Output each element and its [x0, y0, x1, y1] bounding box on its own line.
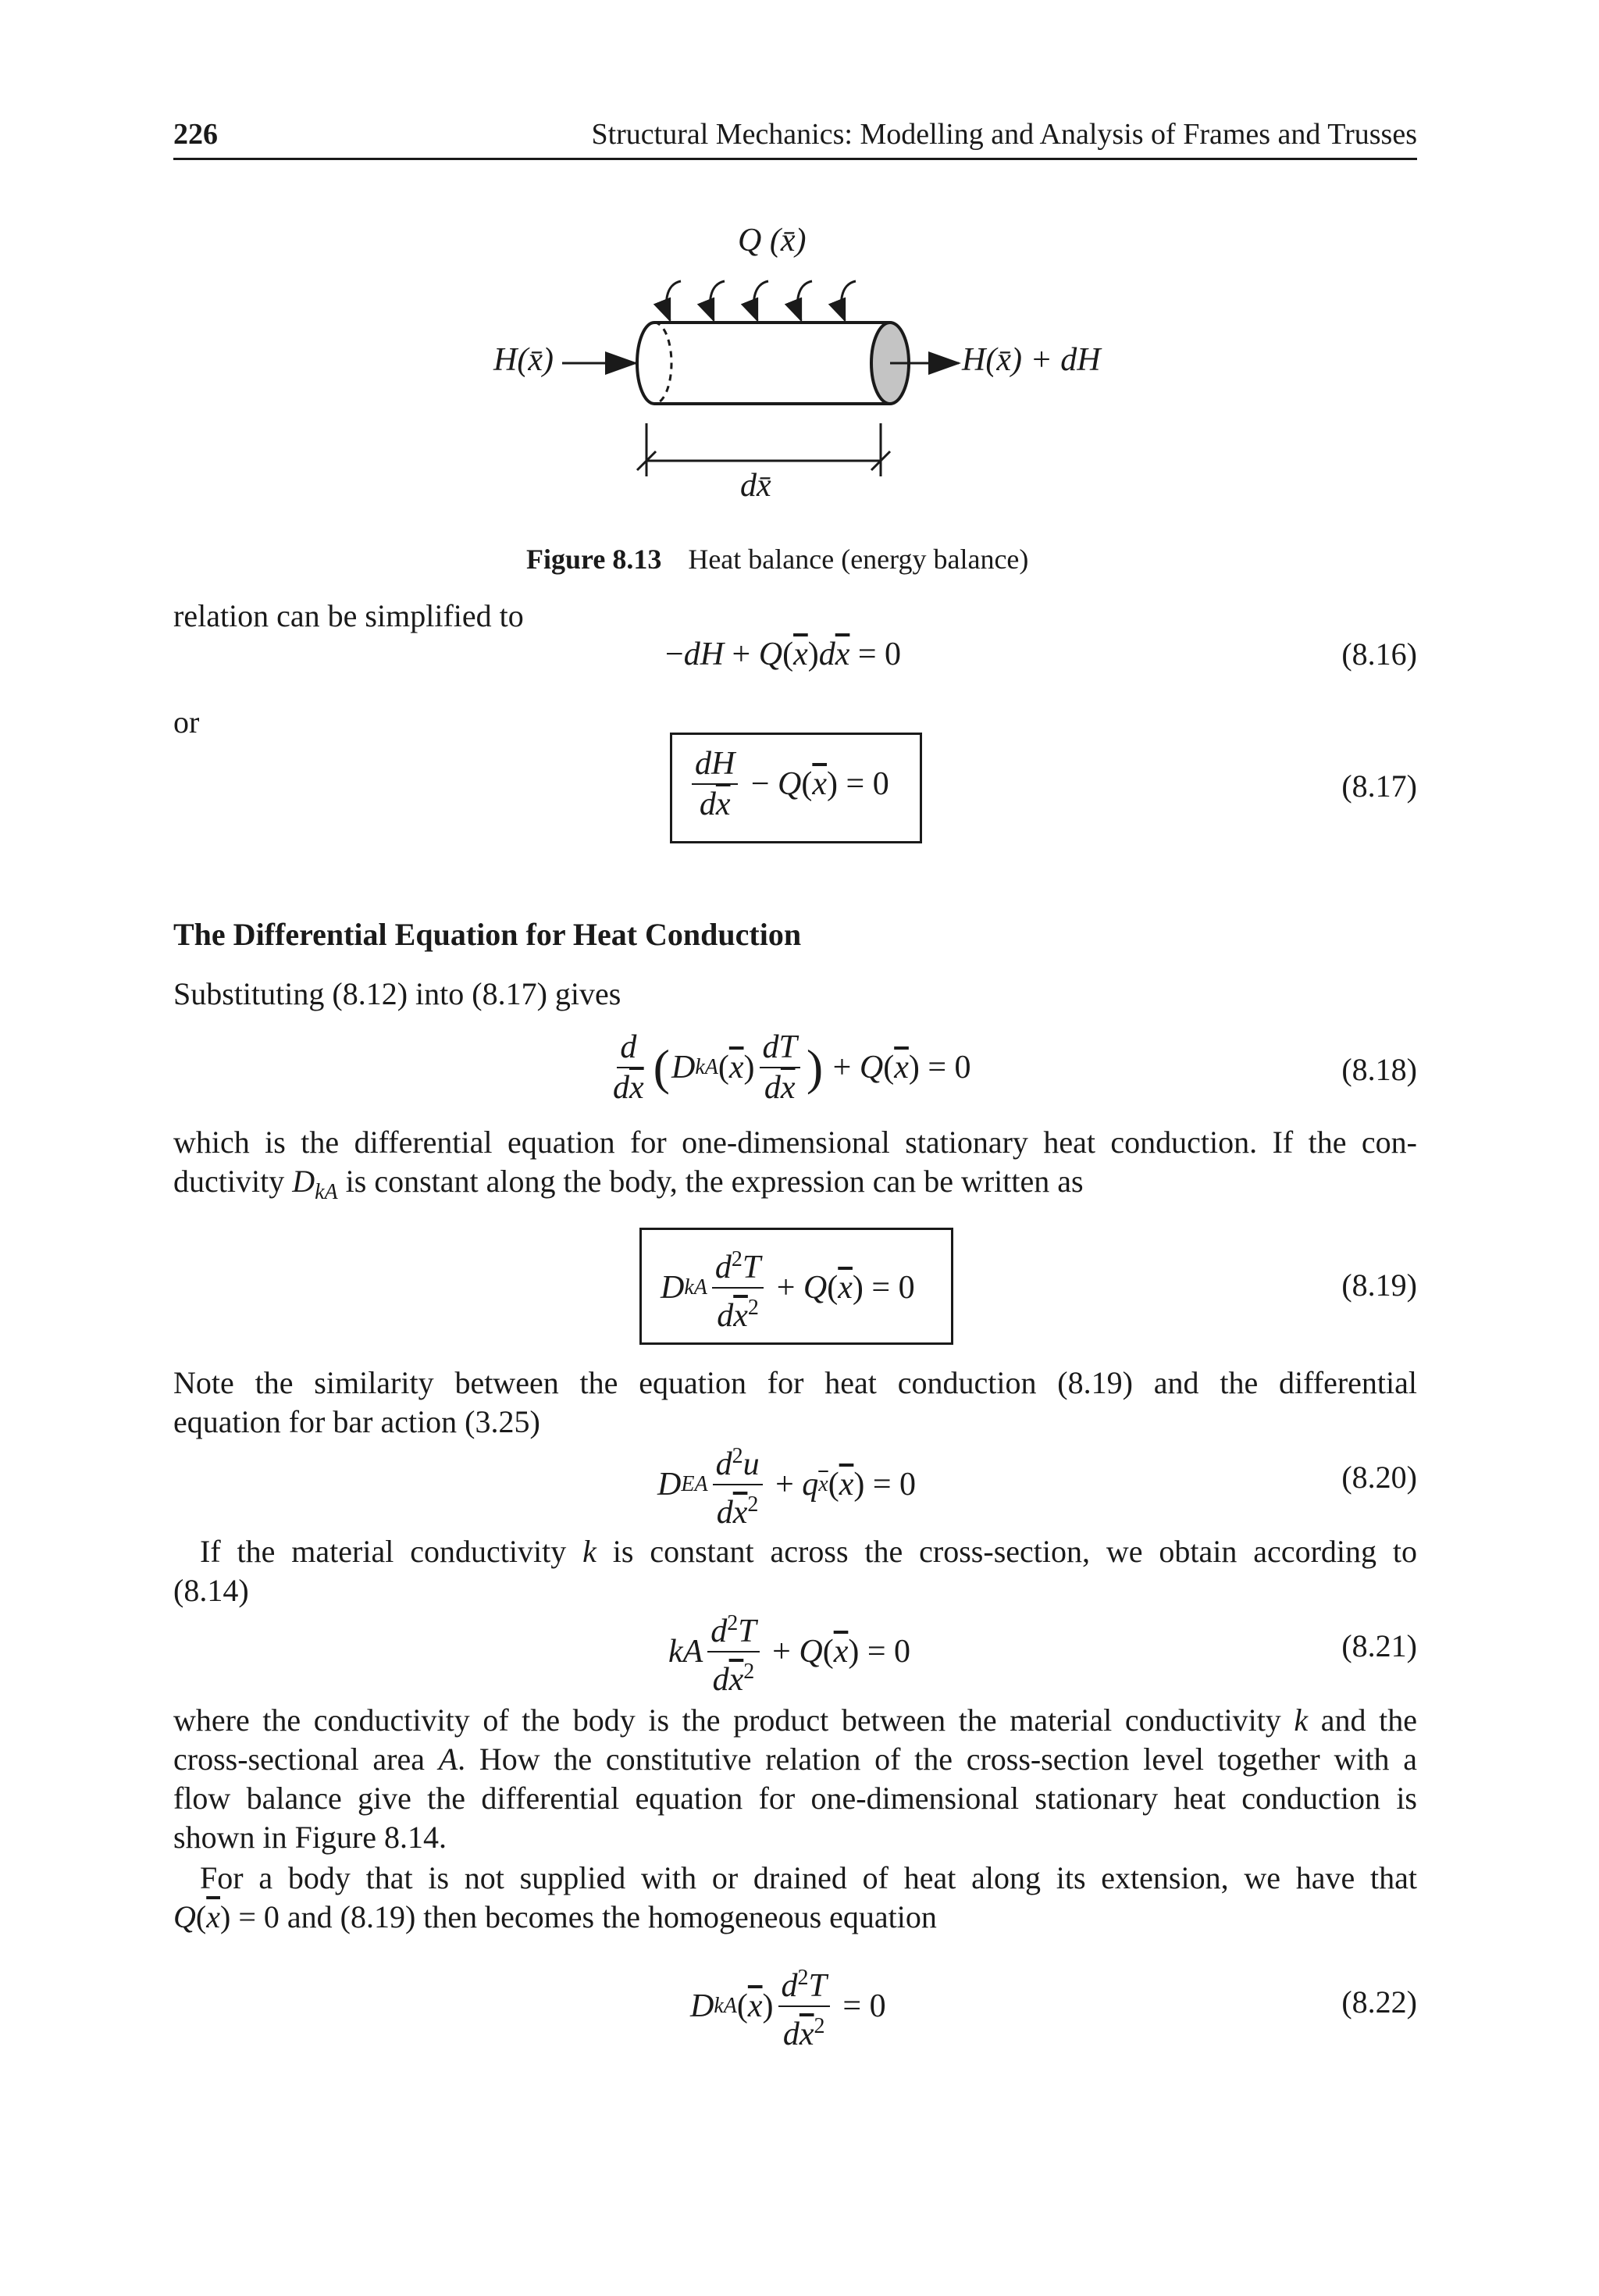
paragraph-line: ductivity $D_{kA}$ is constant along the body, the expression can be written as	[173, 1164, 1084, 1204]
paragraph-line: $Q(\overline{x}) = 0$ and (8.19) then becomes the homogeneous equation	[173, 1899, 937, 1934]
equation-number: (8.16)	[1341, 636, 1417, 672]
equation-8-16: − dH + Q ( $\overline{x}$ ) d $\overline{x}$ = 0	[665, 636, 902, 672]
equation-number: (8.18)	[1341, 1052, 1417, 1087]
paragraph-simplified: relation can be simplified to	[173, 598, 524, 633]
label-q: Q (x̄)	[738, 223, 807, 258]
paragraph-line: equation for bar action (3.25)	[173, 1404, 540, 1439]
section-heading: The Differential Equation for Heat Conduction	[173, 917, 802, 952]
paragraph-line: shown in Figure 8.14.	[173, 1820, 447, 1855]
equation-number: (8.22)	[1341, 1984, 1417, 2020]
paragraph-line: flow balance give the differential equation for one-dimensional stationary heat conduction is	[173, 1781, 1417, 1816]
caption-text: Heat balance (energy balance)	[688, 544, 1029, 575]
paragraph-line: If the material conductivity k is constant across the cross-section, we obtain according to	[200, 1534, 1418, 1569]
cylinder-left-hidden	[654, 323, 671, 404]
running-title: Structural Mechanics: Modelling and Analysis of Frames and Trusses	[591, 118, 1417, 151]
equation-number: (8.20)	[1341, 1460, 1417, 1495]
label-dx: dx̄	[740, 468, 771, 504]
paragraph-line: For a body that is not supplied with or drained of heat along its extension, we have that	[200, 1860, 1417, 1895]
equation-8-21: kA $\frac{d^2T}{d\overline{x}^2}$ + Q ( $\overline{x}$ ) = 0	[668, 1606, 910, 1698]
cylinder-left-end	[637, 323, 654, 404]
equation-8-17: $\frac{dH}{d\overline{x}}$ − Q ( $\overline{x}$ ) = 0	[687, 746, 889, 822]
caption-label: Figure 8.13	[526, 544, 662, 575]
cylinder-body	[654, 323, 890, 404]
paragraph-line: which is the differential equation for one-dimensional stationary heat conduction. If the con-	[173, 1125, 1417, 1160]
paragraph-line: (8.14)	[173, 1573, 249, 1608]
header-rule	[173, 158, 1417, 160]
paragraph-substituting: Substituting (8.12) into (8.17) gives	[173, 976, 621, 1011]
equation-8-20: D EA $\frac{d^2u}{d\overline{x}^2}$ + q $\overline{x}$ ( $\overline{x}$ ) = 0	[657, 1439, 916, 1531]
figure-heat-balance	[468, 219, 1171, 531]
page-number: 226	[173, 118, 218, 151]
paragraph-or: or	[173, 704, 200, 740]
paragraph-line: where the conductivity of the body is the product between the material conductivity k and the	[173, 1702, 1418, 1738]
equation-number: (8.21)	[1341, 1628, 1417, 1663]
paragraph-line: Note the similarity between the equation for heat conduction (8.19) and the differential	[173, 1365, 1417, 1400]
equation-8-19: D kA $\frac{d^2T}{d\overline{x}^2}$ + Q ( $\overline{x}$ ) = 0	[661, 1242, 915, 1334]
paragraph-line: cross-sectional area A. How the constitutive relation of the cross-section level together with a	[173, 1742, 1418, 1777]
label-h-right: H(x̄) + dH	[962, 342, 1101, 378]
equation-number: (8.19)	[1341, 1267, 1417, 1303]
equation-8-18: $\frac{d}{d\overline{x}}$ ( D kA ( $\overline{x}$ ) $\frac{dT}{d\overline{x}}$ ) + Q ( $\overline{x}$ ) = 0	[613, 1029, 971, 1106]
figure-caption	[526, 543, 1028, 576]
equation-number: (8.17)	[1341, 768, 1417, 804]
label-h-left: H(x̄)	[493, 342, 554, 378]
equation-8-22: D kA ( $\overline{x}$ ) $\frac{d^2T}{d\overline{x}^2}$ = 0	[690, 1960, 886, 2052]
q-load-arrows	[667, 281, 856, 320]
